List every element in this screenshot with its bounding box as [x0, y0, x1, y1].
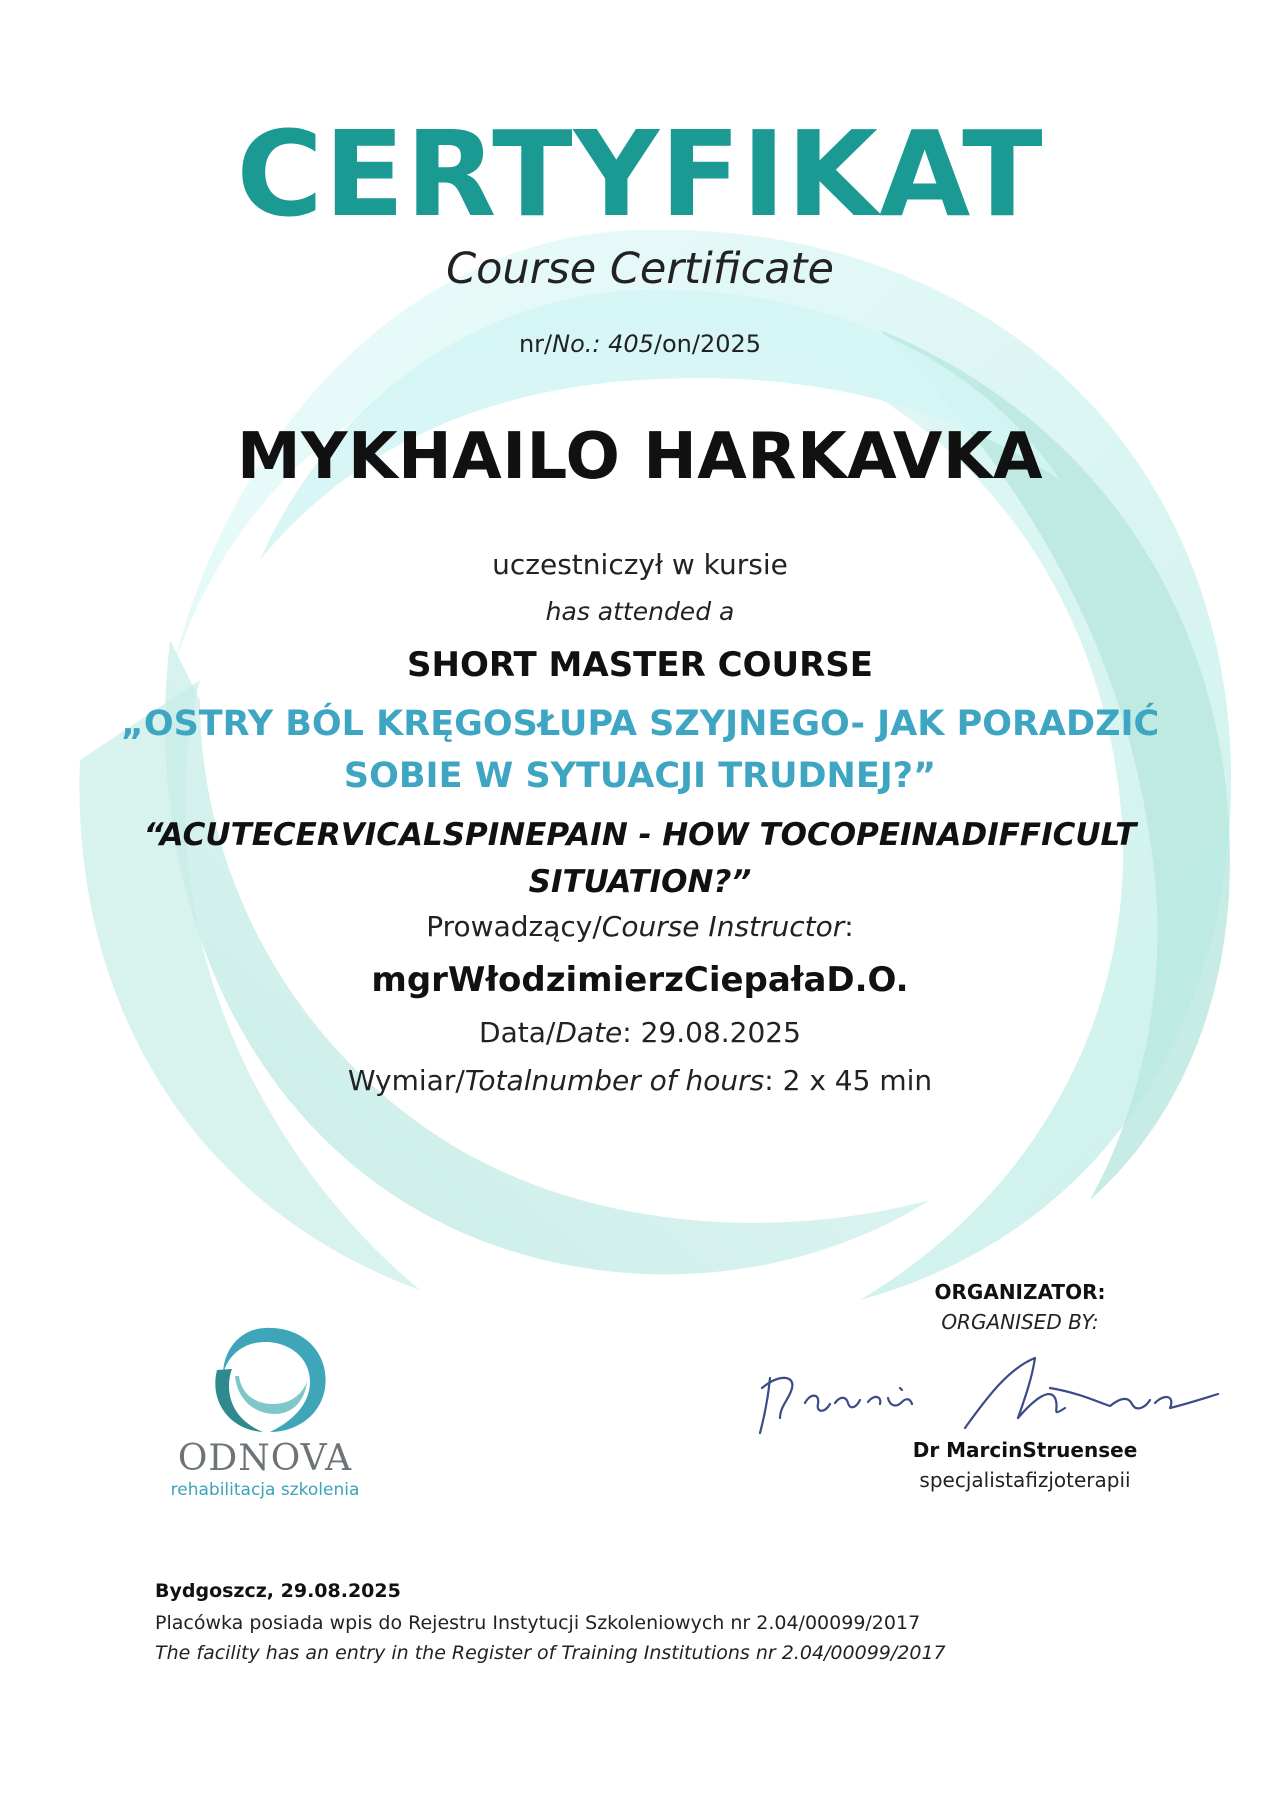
course-title-pl-line1: „OSTRY BÓL KRĘGOSŁUPA SZYJNEGO- JAK PORADZIĆ [120, 704, 1160, 744]
course-title-en [0, 812, 1280, 906]
instructor-label [0, 910, 1280, 943]
date-label-pl: Data/ [479, 1016, 556, 1049]
certificate-number [0, 330, 1280, 358]
course-title-en-line1: “ACUTECERVICALSPINEPAIN - HOW TOCOPEINADIFFICULT [143, 817, 1137, 853]
logo-tagline: rehabilitacja szkolenia [170, 1480, 360, 1500]
course-title-pl-line2: SOBIE W SYTUACJI TRUDNEJ?” [343, 756, 937, 796]
hours-value: : 2 x 45 min [764, 1064, 933, 1097]
course-title-pl [0, 698, 1280, 802]
swirl-logo-icon [195, 1320, 335, 1440]
instructor-label-colon: : [844, 910, 854, 943]
course-type: SHORT MASTER COURSE [407, 645, 873, 685]
signer-name: Dr MarcinStruensee [912, 1438, 1138, 1462]
hours-label-pl: Wymiar/ [347, 1064, 465, 1097]
register-note-en: The facility has an entry in the Register of Training Institutions nr 2.04/00099/2017 [155, 1642, 946, 1664]
organizer-label-en: ORGANISED BY: [941, 1310, 1099, 1334]
signer-title: specjalistafizjoterapii [919, 1468, 1131, 1492]
participant-name: MYKHAILO HARKAVKA [236, 420, 1044, 494]
course-date [0, 1016, 1280, 1049]
certificate-title: CERTYFIKAT [236, 105, 1044, 243]
date-value: : 29.08.2025 [622, 1016, 801, 1049]
logo-name: ODNOVA [177, 1438, 353, 1479]
course-hours [0, 1064, 1280, 1097]
place-date: Bydgoszcz, 29.08.2025 [155, 1580, 401, 1602]
certificate-subtitle: Course Certificate [446, 244, 834, 294]
instructor-name: mgrWłodzimierzCiepałaD.O. [371, 960, 909, 1000]
hours-label-en: Totalnumber of hours [464, 1064, 765, 1097]
signature-image [750, 1348, 1230, 1448]
attendance-en: has attended a [545, 597, 735, 626]
organizer-label: ORGANIZATOR: [934, 1280, 1106, 1304]
date-label-en: Date [555, 1016, 623, 1049]
number-label: No.: 405 [552, 330, 654, 358]
register-note-pl: Placówka posiada wpis do Rejestru Instytucji Szkoleniowych nr 2.04/00099/2017 [155, 1612, 921, 1634]
instructor-label-en: Course Instructor [601, 910, 845, 943]
number-prefix: nr/ [518, 330, 553, 358]
attendance-pl: uczestniczył w kursie [492, 548, 788, 581]
course-title-en-line2: SITUATION?” [528, 864, 752, 900]
instructor-label-pl: Prowadzący/ [426, 910, 602, 943]
number-suffix: /on/2025 [653, 330, 762, 358]
